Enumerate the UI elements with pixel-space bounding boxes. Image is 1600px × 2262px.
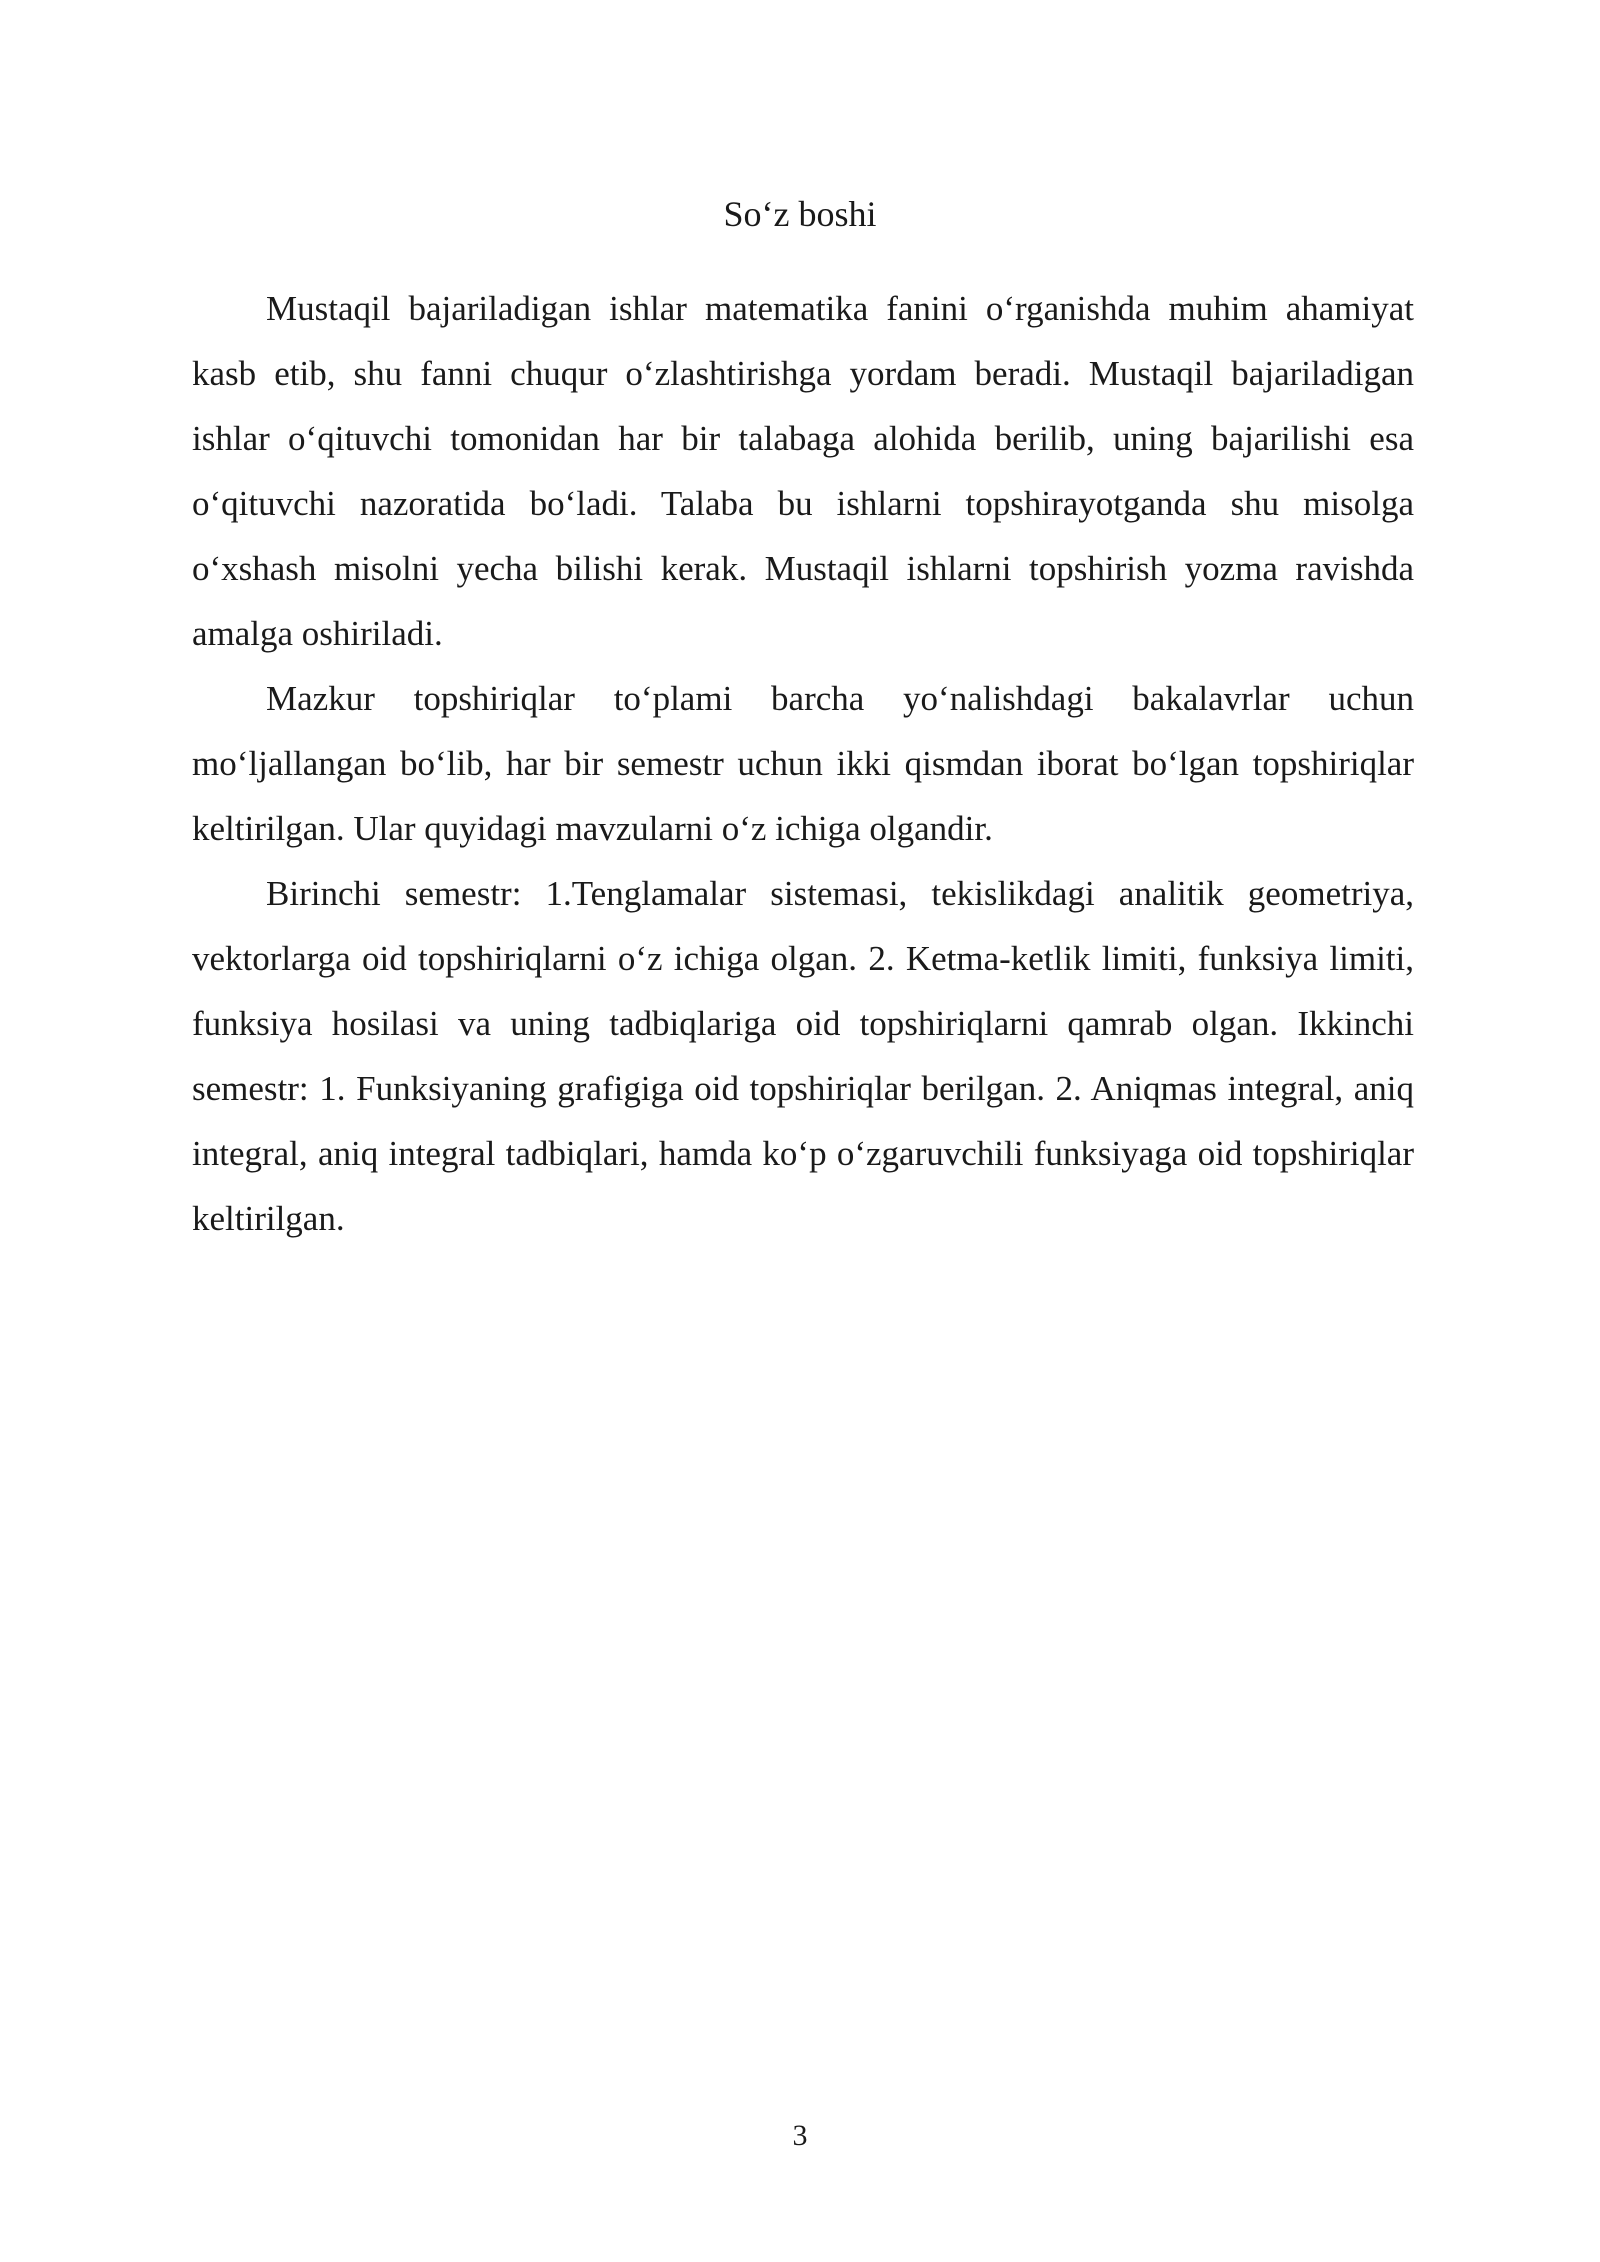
paragraph-3: Birinchi semestr: 1.Tenglamalar sistemasi, tekislikdagi analitik geometriya, vektorlarga oid topshiriqlarni o‘z ichiga olgan. 2. Ketma-ketlik limiti, funksiya limiti, funksiya hosilasi va uning tadbiqlariga oid topshiriqlarni qamrab olgan. Ikkinchi semestr: 1. Funksiyaning grafigiga oid topshiriqlar berilgan. 2. Aniqmas integral, aniq integral, aniq integral tadbiqlari, hamda ko‘p o‘zgaruvchili funksiyaga oid topshiriqlar keltirilgan. (192, 874, 1414, 1238)
page-title: So‘z boshi (723, 194, 877, 234)
page-number: 3 (792, 2119, 808, 2152)
paragraph-2: Mazkur topshiriqlar to‘plami barcha yo‘nalishdagi bakalavrlar uchun mo‘ljallangan bo‘lib, har bir semestr uchun ikki qismdan iborat bo‘lgan topshiriqlar keltirilgan. Ular quyidagi mavzularni o‘z ichiga olgandir. (192, 679, 1414, 848)
paragraph-1: Mustaqil bajariladigan ishlar matematika fanini o‘rganishda muhim ahamiyat kasb etib, shu fanni chuqur o‘zlashtirishga yordam beradi. Mustaqil bajariladigan ishlar o‘qituvchi tomonidan har bir talabaga alohida berilib, uning bajarilishi esa o‘qituvchi nazoratida bo‘ladi. Talaba bu ishlarni topshirayotganda shu misolga o‘xshash misolni yecha bilishi kerak. Mustaqil ishlarni topshirish yozma ravishda amalga oshiriladi. (192, 289, 1414, 653)
document-body (192, 276, 1414, 1251)
